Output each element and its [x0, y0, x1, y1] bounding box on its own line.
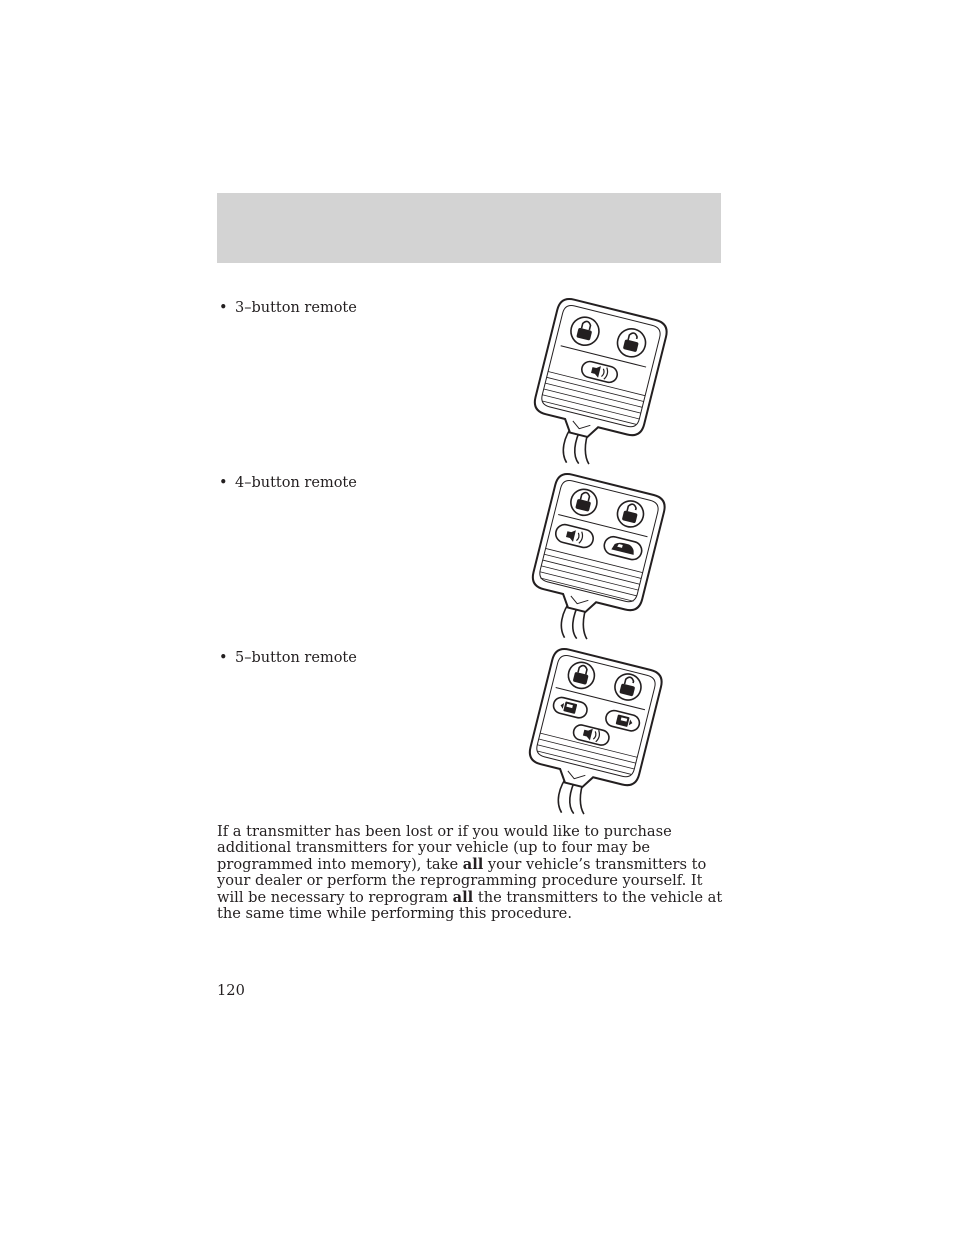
emphasis-all: all	[462, 855, 484, 873]
bullet-5-button-remote	[219, 649, 357, 667]
bullet-dot: •	[219, 475, 228, 491]
remote-illustration-3-button	[530, 300, 680, 475]
bullet-4-button-remote	[219, 474, 357, 492]
paragraph-text: the transmitters to the vehicle at the same time while performing this procedure.	[217, 888, 723, 923]
remote-illustration-4-button	[528, 475, 678, 650]
bullet-3-button-remote	[219, 299, 357, 317]
remote-illustration-5-button	[525, 650, 675, 825]
remote-label: 5–button remote	[235, 650, 357, 666]
paragraph-text: your vehicle’s transmitters to your dealer or perform the reprogramming procedure yourself. It will be necessary to reprogram	[217, 855, 707, 906]
remote-label: 4–button remote	[235, 475, 357, 491]
remote-label: 3–button remote	[235, 300, 357, 316]
bullet-dot: •	[219, 650, 228, 666]
paragraph-text: If a transmitter has been lost or if you would like to purchase additional transmitters for your vehicle (up to four may be programmed into memory), take	[217, 823, 672, 873]
page-number: 120	[217, 982, 245, 999]
transmitter-reprogram-paragraph	[217, 824, 723, 922]
bullet-dot: •	[219, 300, 228, 316]
section-header-band	[217, 193, 721, 263]
emphasis-all: all	[452, 888, 474, 906]
